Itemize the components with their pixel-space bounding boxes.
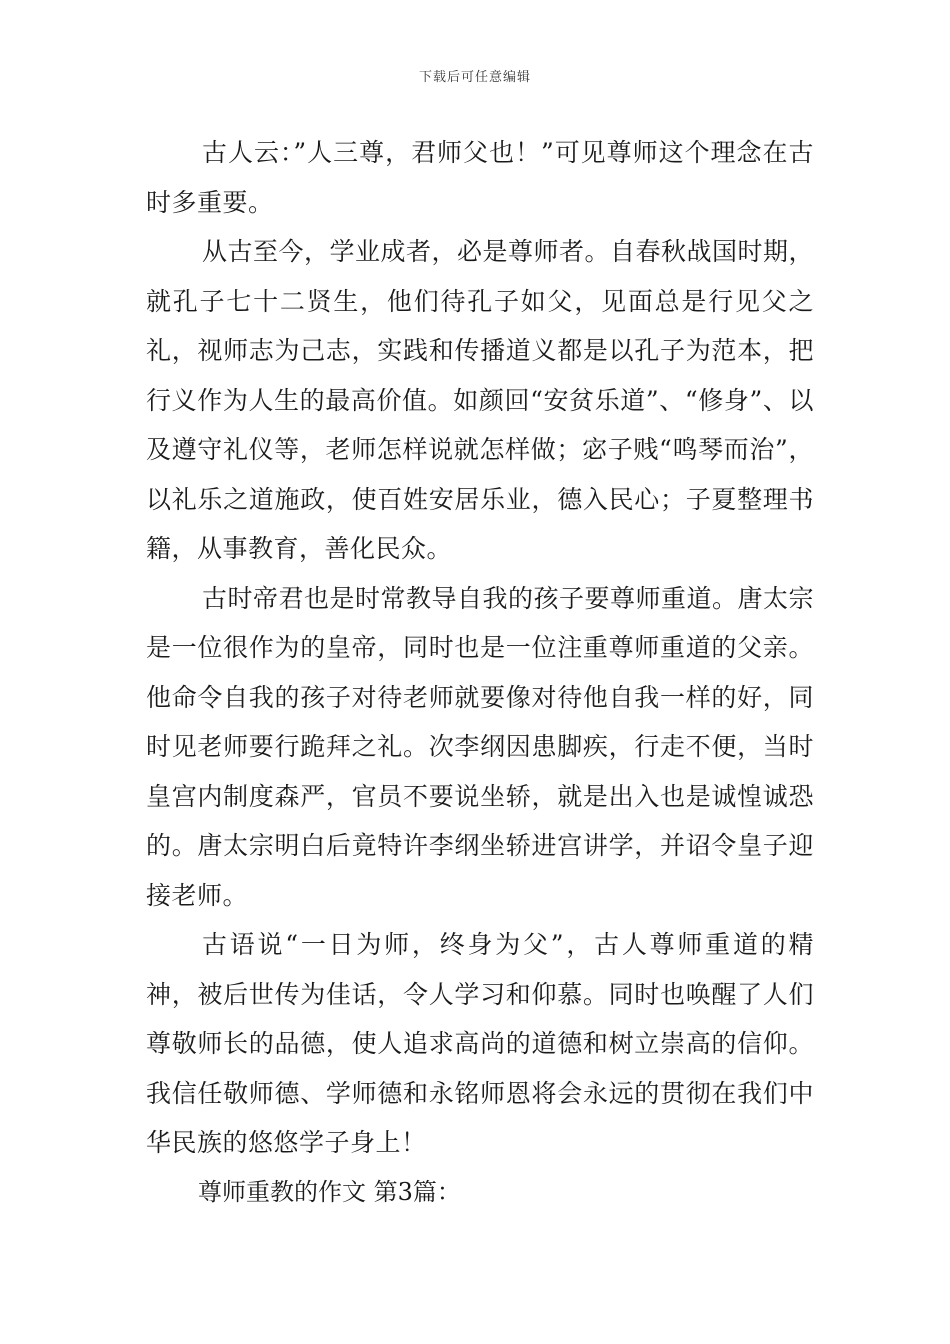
paragraph-confucius-disciples: 从古至今，学业成者，必是尊师者。自春秋战国时期，就孔子七十二贤生，他们待孔子如父，见面总是行见父之礼，视师志为己志，实践和传播道义都是以孔子为范本，把行义作为人生的最高价值。如颜回“安贫乐道”、“修身”、以及遵守礼仪等，老师怎样说就怎样做；宓子贱“鸣琴而治”，以礼乐之道施政，使百姓安居乐业，德入民心；子夏整理书籍，从事教育，善化民众。 bbox=[146, 237, 815, 563]
paragraph-emperor-taizong: 古时帝君也是时常教导自我的孩子要尊师重道。唐太宗是一位很作为的皇帝，同时也是一位注重尊师重道的父亲。他命令自我的孩子对待老师就要像对待他自我一样的好，同时见老师要行跪拜之礼。次李纲因患脚疾，行走不便，当时皇宫内制度森严，官员不要说坐轿，就是出入也是诚惶诚恐的。唐太宗明白后竟特许李纲坐轿进宫讲学，并诏令皇子迎接老师。 bbox=[146, 583, 815, 910]
paragraph-intro: 古人云：”人三尊，君师父也！”可见尊师这个理念在古时多重要。 bbox=[146, 138, 814, 217]
section-title: 尊师重教的作文 第3篇： bbox=[198, 1177, 461, 1206]
page-header: 下载后可任意编辑 bbox=[418, 70, 531, 85]
paragraph-conclusion: 古语说“一日为师，终身为父”，古人尊师重道的精神，被后世传为佳话，令人学习和仰慕。同时也唤醒了人们尊敬师长的品德，使人追求高尚的道德和树立崇高的信仰。我信任敬师德、学师德和永铭师恩将会永远的贯彻在我们中华民族的悠悠学子身上！ bbox=[146, 930, 814, 1157]
document-body bbox=[146, 128, 814, 1217]
